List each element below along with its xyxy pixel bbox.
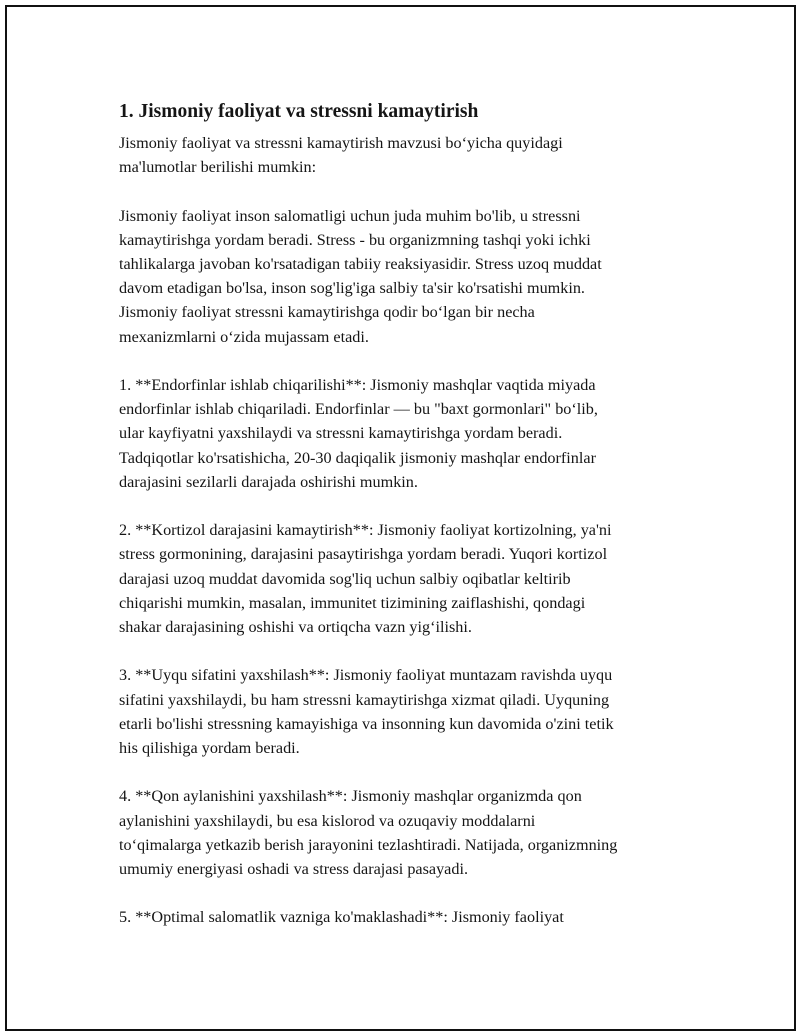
page-frame: [5, 5, 796, 1031]
list-item-circulation: 4. **Qon aylanishini yaxshilash**: Jismoniy mashqlar organizmda qon aylanishini yaxshilaydi, bu esa kislorod va ozuqaviy moddalarni to‘qimalarga yetkazib berish jarayonini tezlashtiradi. Natijada, organizmning umumiy energiyasi oshadi va stress darajasi pasayadi.: [119, 787, 618, 879]
document-body: [119, 99, 699, 954]
list-item-endorphins: 1. **Endorfinlar ishlab chiqarilishi**: Jismoniy mashqlar vaqtida miyada endorfinlar ishlab chiqariladi. Endorfinlar — bu "baxt gormonlari" bo‘lib, ular kayfiyatni yaxshilaydi va stressni kamaytirishga yordam beradi. Tadqiqotlar ko'rsatishicha, 20-30 daqiqalik jismoniy mashqlar endorfinlar darajasini sezilarli darajada oshirishi mumkin.: [119, 376, 598, 491]
list-item-sleep: 3. **Uyqu sifatini yaxshilash**: Jismoniy faoliyat muntazam ravishda uyqu sifatini yaxshilaydi, bu ham stressni kamaytirishga xizmat qiladi. Uyquning etarli bo'lishi stressning kamayishiga va insonning kun davomida o'zini tetik his qilishiga yordam beradi.: [119, 666, 614, 758]
overview-paragraph: Jismoniy faoliyat inson salomatligi uchun juda muhim bo'lib, u stressni kamaytirishga yordam beradi. Stress - bu organizmning tashqi yoki ichki tahlikalarga javoban ko'rsatadigan tabiiy reaksiyasidir. Stress uzoq muddat davom etadigan bo'lsa, inson sog'lig'iga salbiy ta'sir ko'rsatishi mumkin. Jismoniy faoliyat stressni kamaytirishga qodir bo‘lgan bir necha mexanizmlarni o‘zida mujassam etadi.: [119, 206, 602, 346]
list-item-cortisol: 2. **Kortizol darajasini kamaytirish**: Jismoniy faoliyat kortizolning, ya'ni stress gormonining, darajasini pasaytirishga yordam beradi. Yuqori kortizol darajasi uzoq muddat davomida sog'liq uchun salbiy oqibatlar keltirib chiqarishi mumkin, masalan, immunitet tizimining zaiflashishi, qondagi shakar darajasining oshishi va ortiqcha vazn yig‘ilishi.: [119, 521, 612, 637]
intro-paragraph: Jismoniy faoliyat va stressni kamaytirish mavzusi bo‘yicha quyidagi ma'lumotlar berilishi mumkin:: [119, 134, 563, 177]
list-item-weight: 5. **Optimal salomatlik vazniga ko'maklashadi**: Jismoniy faoliyat: [119, 908, 564, 927]
document-title: 1. Jismoniy faoliyat va stressni kamaytirish: [119, 101, 479, 122]
